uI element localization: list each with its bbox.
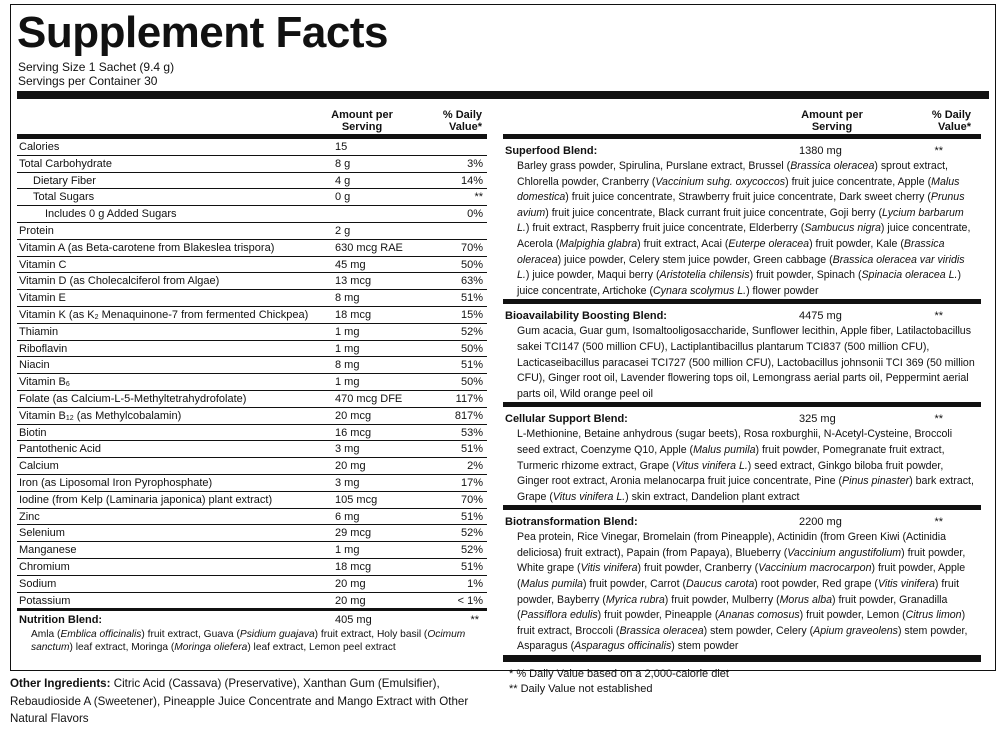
nutrient-daily-value: 53% (460, 426, 483, 439)
nutrient-name: Vitamin $B_6$ (19, 376, 70, 389)
nutrient-name: Calories (19, 141, 60, 153)
nutrient-row (17, 559, 487, 576)
blend-header (503, 309, 981, 324)
nutrient-amount: 18 mcg (335, 560, 372, 573)
left-column (17, 103, 487, 654)
blend-dv: ** (934, 413, 943, 426)
blend-block (503, 407, 981, 510)
blend-amount: 4475 mg (799, 310, 842, 323)
nutrient-row (17, 408, 487, 425)
nutrient-row (17, 509, 487, 526)
nutrient-daily-value: 63% (460, 275, 483, 288)
nutrient-row (17, 525, 487, 542)
nutrient-name: Iron (as Liposomal Iron Pyrophosphate) (19, 476, 213, 489)
blend-ingredients: Barley grass powder, Spirulina, Purslane extract, Brussel (Brassica oleracea) sprout extract, Chlorella powder, Cranberry (Vaccinium suhg. oxycoccos) fruit juice concentrate, Apple (Malus domestica) fruit juice concentrate, Strawberry fruit juice concentrate, Dark sweet cherry (Prunus avium) fruit juice concentrate, Black currant fruit juice concentrate, Goji berry (Lycium barbarum L.) fruit extract, Raspberry fruit juice concentrate, Elderberry (Sambucus nigra) juice concentrate, Acerola (Malpighia glabra) fruit extract, Acai (Euterpe oleracea) fruit powder, Kale (Brassica oleracea) juice powder, Celery stem juice powder, Green cabbage (Brassica oleracea var viridis L.) juice powder, Maqui berry (Aristotelia chilensis) fruit powder, Spinach (Spinacia oleracea L.) juice concentrate, Artichoke (Cynara scolymus L.) flower powder (517, 160, 971, 297)
right-column-header (503, 103, 981, 139)
nutrition-blend-amount: 405 mg (335, 614, 372, 627)
nutrient-row (17, 341, 487, 358)
blend-header (503, 144, 981, 159)
nutrient-name: Total Carbohydrate (19, 157, 112, 170)
nutrient-amount: 4 g (335, 174, 351, 187)
nutrient-name: Pantothenic Acid (19, 443, 101, 456)
nutrition-blend-ingredients: Amla (Emblica officinalis) fruit extract, Guava (Psidium guajava) fruit extract, Holy basil (Ocimum sanctum) leaf extract, Moringa (Moringa oliefera) leaf extract, Lemon peel extract (31, 629, 466, 654)
blend-dv: ** (934, 516, 943, 529)
nutrient-amount: 16 mcg (335, 426, 372, 439)
blend-ingredients: Gum acacia, Guar gum, Isomaltooligosaccharide, Sunflower lecithin, Apple fiber, Latilactobacillus sakei TCI147 (500 million CFU), Lactiplantibacillus plantarum TCI837 (500 million CFU), Lacticaseibacillus paracasei TCI727 (500 million CFU), Lactobacillus johnsonii TCI 369 (50 million CFU), Ginger root oil, Lavender flowering tops oil, Lemongrass aerial parts oil, Peppermint aerial parts oil, Wild orange peel oil (517, 325, 975, 400)
nutrient-daily-value: 1% (467, 577, 483, 590)
nutrient-daily-value: 52% (460, 527, 483, 540)
nutrient-daily-value: 52% (460, 325, 483, 338)
serving-info (18, 60, 174, 88)
blend-amount: 2200 mg (799, 516, 842, 529)
nutrient-daily-value: 70% (460, 241, 483, 254)
blend-name: Bioavailability Boosting Blend: (505, 310, 667, 323)
left-column-header (17, 103, 487, 139)
nutrient-amount: 6 mg (335, 510, 360, 523)
nutrient-name: Chromium (19, 560, 70, 573)
nutrient-amount: 1 mg (335, 376, 360, 389)
nutrient-name: Sodium (19, 577, 57, 590)
nutrient-row (17, 425, 487, 442)
nutrient-name: Zinc (19, 510, 40, 523)
nutrient-row (17, 290, 487, 307)
blend-name: Superfood Blend: (505, 145, 598, 157)
nutrient-amount: 20 mg (335, 594, 366, 607)
nutrient-amount: 45 mg (335, 258, 366, 271)
nutrient-amount: 105 mcg (335, 493, 378, 506)
nutrient-row (17, 576, 487, 593)
nutrition-blend-name: Nutrition Blend: (19, 614, 103, 627)
nutrient-daily-value: 14% (460, 174, 483, 187)
nutrient-row (17, 324, 487, 341)
nutrient-amount: 8 mg (335, 359, 360, 372)
nutrient-row (17, 139, 487, 156)
nutrient-daily-value: 50% (460, 342, 483, 355)
nutrient-amount: 1 mg (335, 544, 360, 557)
nutrient-name: Includes 0 g Added Sugars (45, 208, 177, 221)
nutrient-row (17, 391, 487, 408)
blend-name: Cellular Support Blend: (505, 413, 628, 426)
nutrient-amount: 3 mg (335, 443, 360, 456)
blend-block (503, 304, 981, 407)
blend-dv: ** (934, 145, 943, 157)
nutrient-name: Folate (as Calcium-L-5-Methyltetrahydrofolate) (19, 392, 247, 405)
nutrient-name: Niacin (19, 359, 50, 372)
serving-size: Serving Size 1 Sachet (9.4 g) (18, 60, 175, 74)
nutrient-name: Vitamin E (19, 292, 66, 305)
nutrient-row (17, 492, 487, 509)
nutrition-blend-header (17, 613, 487, 628)
nutrient-row (17, 257, 487, 274)
nutrient-daily-value: ** (474, 191, 483, 204)
blend-header (503, 412, 981, 427)
blend-ingredients: L-Methionine, Betaine anhydrous (sugar beets), Rosa roxburghii, N-Acetyl-Cysteine, Broccoli seed extract, Coenzyme Q10, Apple (Malus pumila) fruit powder, Pomegranate fruit extract, Turmeric rhizome extract, Grape (Vitus vinifera L.) seed extract, Ginkgo biloba fruit powder, Ginger root extract, Aronia melanocarpa fruit juice concentrate, Pine (Pinus pinaster) bark extract, Grape (Vitus vinifera L.) skin extract, Dandelion plant extract (517, 428, 974, 503)
blend-dv: ** (934, 310, 943, 323)
nutrient-name: Iodine (from Kelp (Laminaria japonica) plant extract) (19, 493, 273, 506)
servings-per-container: Servings per Container 30 (18, 74, 158, 88)
nutrient-name: Total Sugars (33, 191, 95, 204)
footnote-daily-value: * % Daily Value based on a 2,000-calorie diet (509, 668, 729, 681)
nutrient-name: Calcium (19, 460, 59, 473)
nutrient-row (17, 173, 487, 190)
right-column (503, 103, 981, 697)
nutrient-row (17, 273, 487, 290)
nutrient-row (17, 357, 487, 374)
title-divider (17, 91, 989, 99)
blend-ingredients: Pea protein, Rice Vinegar, Bromelain (from Pineapple), Actinidin (from Green Kiwi (Actinidia deliciosa) fruit extract), Papain (from Papaya), Blueberry (Vaccinium angustifolium) fruit powder, White grape (Vitis vinifera) fruit powder, Cranberry (Vaccinium macrocarpon) fruit powder, Apple (Malus pumila) fruit powder, Carrot (Daucus carota) root powder, Red grape (Vitis vinifera) fruit powder, Bayberry (Myrica rubra) fruit powder, Mulberry (Morus alba) fruit powder, Granadilla (Passiflora edulis) fruit powder, Pineapple (Ananas comosus) fruit powder, Lemon (Citrus limon) fruit extract, Broccoli (Brassica oleracea) stem powder, Celery (Apium graveolens) stem powder, Asparagus (Asparagus officinalis) stem powder (517, 531, 968, 653)
nutrient-amount: 20 mcg (335, 409, 372, 422)
nutrient-row (17, 189, 487, 206)
nutrient-amount: 15 (335, 141, 348, 153)
nutrient-daily-value: 51% (460, 560, 483, 573)
amount-per-serving-header: Amount per Serving (801, 109, 863, 133)
blend-block (503, 510, 981, 662)
nutrient-daily-value: 3% (467, 157, 483, 170)
blend-amount: 325 mg (799, 413, 836, 426)
daily-value-header: % Daily Value* (442, 109, 482, 133)
nutrient-name: Vitamin A (as Beta-carotene from Blakeslea trispora) (19, 241, 275, 254)
blend-header (503, 515, 981, 530)
nutrient-row (17, 475, 487, 492)
nutrient-row (17, 593, 487, 612)
blend-amount: 1380 mg (799, 145, 842, 157)
nutrient-row (17, 441, 487, 458)
nutrient-name: Thiamin (19, 325, 59, 338)
nutrient-daily-value: 51% (460, 292, 483, 305)
nutrient-daily-value: 50% (460, 376, 483, 389)
other-ingredients-text: Citric Acid (Cassava) (Preservative), Xanthan Gum (Emulsifier), Rebaudioside A (Sweetener), Pineapple Juice Concentrate and Mango Extract with Other Natural Flavors (10, 677, 469, 725)
nutrient-amount: 8 mg (335, 292, 360, 305)
nutrient-name: Vitamin $B_{12}$ (as Methylcobalamin) (19, 409, 182, 422)
panel-title: Supplement Facts (17, 8, 388, 57)
nutrient-row (17, 223, 487, 240)
nutrient-amount: 18 mcg (335, 308, 372, 321)
nutrient-amount: 1 mg (335, 342, 360, 355)
nutrient-row (17, 240, 487, 257)
nutrient-row (17, 156, 487, 173)
nutrient-daily-value: 15% (460, 308, 483, 321)
nutrient-daily-value: < 1% (457, 594, 483, 607)
nutrient-row (17, 206, 487, 223)
nutrient-daily-value: 70% (460, 493, 483, 506)
nutrient-daily-value: 51% (460, 510, 483, 523)
nutrient-daily-value: 17% (460, 476, 483, 489)
nutrient-daily-value: 52% (460, 544, 483, 557)
other-ingredients (10, 675, 480, 728)
daily-value-header: % Daily Value* (931, 109, 971, 133)
nutrient-amount: 630 mcg RAE (335, 241, 403, 254)
blend-block (503, 139, 981, 304)
nutrient-name: Dietary Fiber (33, 174, 96, 187)
nutrition-blend (17, 611, 487, 654)
nutrient-amount: 2 g (335, 224, 351, 237)
nutrient-name: Potassium (19, 594, 71, 607)
footnote-not-established: ** Daily Value not established (509, 683, 653, 696)
nutrient-row (17, 542, 487, 559)
nutrient-amount: 3 mg (335, 476, 360, 489)
blend-name: Biotransformation Blend: (505, 516, 638, 529)
footnotes (503, 662, 981, 697)
nutrient-name: Manganese (19, 544, 77, 557)
other-ingredients-label: Other Ingredients: (10, 677, 111, 690)
nutrient-amount: 1 mg (335, 325, 360, 338)
amount-per-serving-header: Amount per Serving (331, 109, 393, 133)
nutrient-daily-value: 0% (467, 208, 483, 221)
nutrient-daily-value: 51% (460, 443, 483, 456)
nutrient-amount: 29 mcg (335, 527, 372, 540)
nutrient-row (17, 374, 487, 391)
blend-list (503, 139, 981, 662)
nutrient-name: Vitamin C (19, 258, 67, 271)
nutrient-name: Riboflavin (19, 342, 68, 355)
nutrient-row (17, 307, 487, 324)
nutrition-blend-dv: ** (470, 614, 479, 627)
nutrient-amount: 470 mcg DFE (335, 392, 403, 405)
nutrient-name: Vitamin D (as Cholecalciferol from Algae) (19, 275, 220, 288)
nutrient-table (17, 139, 487, 611)
nutrient-amount: 0 g (335, 191, 351, 204)
nutrient-name: Protein (19, 224, 54, 237)
nutrient-name: Biotin (19, 426, 47, 439)
nutrient-amount: 20 mg (335, 577, 366, 590)
nutrient-name: Vitamin K (as $K_2$ Menaquinone-7 from fermented Chickpea) (19, 308, 309, 321)
nutrient-name: Selenium (19, 527, 65, 540)
nutrient-daily-value: 2% (467, 460, 483, 473)
nutrient-row (17, 458, 487, 475)
nutrient-amount: 8 g (335, 157, 351, 170)
nutrient-amount: 13 mcg (335, 275, 372, 288)
nutrient-daily-value: 50% (460, 258, 483, 271)
nutrient-daily-value: 817% (454, 409, 483, 422)
nutrient-daily-value: 51% (460, 359, 483, 372)
nutrient-daily-value: 117% (455, 392, 483, 405)
nutrient-amount: 20 mg (335, 460, 366, 473)
